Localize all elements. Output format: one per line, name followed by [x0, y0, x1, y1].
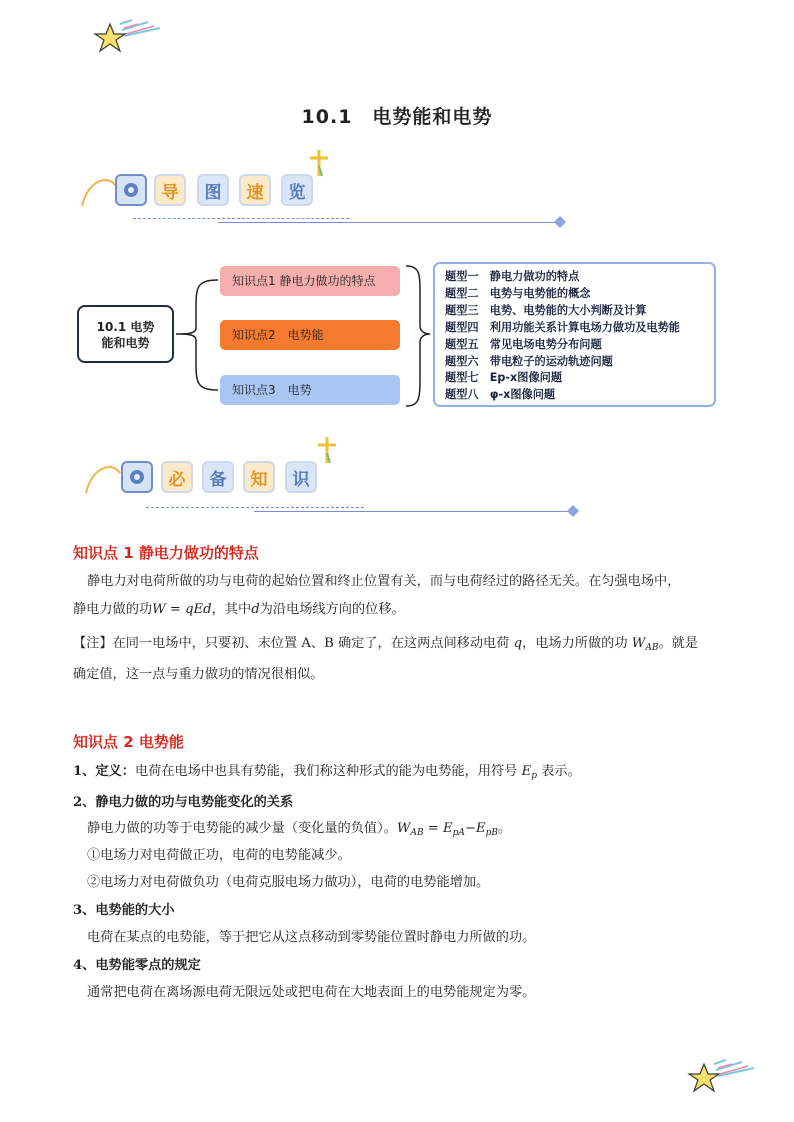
formula: = E — [423, 821, 453, 836]
diamond-icon — [554, 216, 566, 228]
question-type-item: 题型六 带电粒子的运动轨迹问题 — [445, 354, 613, 368]
text: 电荷在电场中也具有势能，我们称这种形式的能为电势能，用符号 — [134, 764, 522, 779]
banner-tile: 图 — [197, 174, 229, 206]
section-2-item-2-case-1: ①电场力对电荷做正功，电荷的电势能减少。 — [87, 848, 351, 863]
symbol: E — [521, 764, 532, 779]
circle-number-icon — [121, 461, 153, 493]
banner-essential-knowledge — [82, 447, 582, 522]
text: 。 — [497, 821, 512, 836]
banner-tile: 必 — [161, 461, 193, 493]
left-brace — [174, 270, 224, 400]
sparkle-icon — [314, 435, 340, 465]
right-brace — [402, 262, 432, 410]
circle-number-icon — [115, 174, 147, 206]
formula: W = qEd — [152, 602, 212, 617]
text: 表示。 — [536, 764, 581, 779]
text: ，其中 — [211, 602, 252, 617]
subscript: AB — [645, 643, 659, 653]
item-label: 1、定义： — [73, 764, 135, 779]
subscript: AB — [410, 828, 424, 838]
formula: −E — [464, 821, 486, 836]
section-2-heading: 知识点 2 电势能 — [73, 733, 184, 751]
shooting-star-icon — [92, 18, 164, 58]
banner-tile: 导 — [154, 174, 186, 206]
section-1-heading: 知识点 1 静电力做功的特点 — [73, 544, 259, 562]
text: 【注】在同一电场中，只要初、末位置 A、B 确定了，在这两点间移动电荷 — [73, 636, 514, 651]
question-type-item: 题型八 φ-x图像问题 — [445, 388, 556, 402]
banner-tile: 速 — [239, 174, 271, 206]
banner-tile: 备 — [202, 461, 234, 493]
section-2-item-4-label: 4、电势能零点的规定 — [73, 958, 201, 973]
diamond-icon — [567, 505, 579, 517]
subscript: pA — [452, 828, 465, 838]
page-title: 10.1 电势能和电势 — [301, 106, 493, 128]
banner-tile: 览 — [281, 174, 313, 206]
variable: q — [513, 636, 523, 651]
section-1-note-line-1 — [73, 630, 733, 662]
text: ，电场力所做的功 — [522, 636, 632, 651]
section-1-para-line-2 — [73, 596, 733, 624]
section-2-item-2-label: 2、静电力做的功与电势能变化的关系 — [73, 795, 294, 810]
section-1-note-line-2: 确定值，这一点与重力做功的情况很相似。 — [73, 667, 324, 682]
question-type-item: 题型三 电势、电势能的大小判断及计算 — [445, 303, 647, 317]
knowledge-point-1: 知识点1 静电力做功的特点 — [220, 266, 400, 296]
text: 。就是 — [658, 636, 699, 651]
text: 为沿电场线方向的位移。 — [259, 602, 405, 617]
subscript: pB — [485, 828, 498, 838]
section-2-item-3-text: 电荷在某点的电势能，等于把它从这点移动到零势能位置时静电力所做的功。 — [87, 930, 536, 945]
question-type-item: 题型五 常见电场电势分布问题 — [445, 337, 602, 351]
question-type-item: 题型四 利用功能关系计算电场力做功及电势能 — [445, 320, 680, 334]
variable: d — [251, 602, 260, 617]
section-2-item-2-case-2: ②电场力对电荷做负功（电荷克服电场力做功），电荷的电势能增加。 — [87, 875, 490, 890]
section-1-para-line-1: 静电力对电荷所做的功与电荷的起始位置和终止位置有关，而与电荷经过的路径无关。在匀强电场中， — [87, 574, 681, 589]
question-type-item: 题型二 电势与电势能的概念 — [445, 286, 591, 300]
banner-tile: 识 — [285, 461, 317, 493]
section-2-item-1 — [73, 758, 733, 790]
shooting-star-icon-bottom — [686, 1058, 758, 1098]
text: 静电力做的功等于电势能的减少量（变化量的负值）。 — [87, 821, 397, 836]
question-type-item: 题型一 静电力做功的特点 — [445, 270, 580, 283]
question-type-item: 题型七 Ep-x图像问题 — [445, 371, 563, 385]
banner-tile: 知 — [243, 461, 275, 493]
mindmap-root — [77, 305, 174, 363]
root-line-2: 能和电势 — [101, 336, 150, 350]
root-line-1: 10.1 电势 — [96, 320, 155, 334]
variable: W — [631, 636, 646, 651]
knowledge-point-3: 知识点3 电势 — [220, 375, 400, 405]
knowledge-point-2: 知识点2 电势能 — [220, 320, 400, 350]
formula: W — [396, 821, 411, 836]
question-types-box — [433, 262, 716, 407]
section-2-item-3-label: 3、电势能的大小 — [73, 903, 175, 918]
section-2-item-4-text: 通常把电荷在离场源电荷无限远处或把电荷在大地表面上的电势能规定为零。 — [87, 985, 536, 1000]
text: 静电力做的功 — [73, 602, 153, 617]
banner-map-overview — [78, 160, 578, 235]
subscript: p — [531, 771, 537, 781]
sparkle-icon — [306, 148, 332, 178]
